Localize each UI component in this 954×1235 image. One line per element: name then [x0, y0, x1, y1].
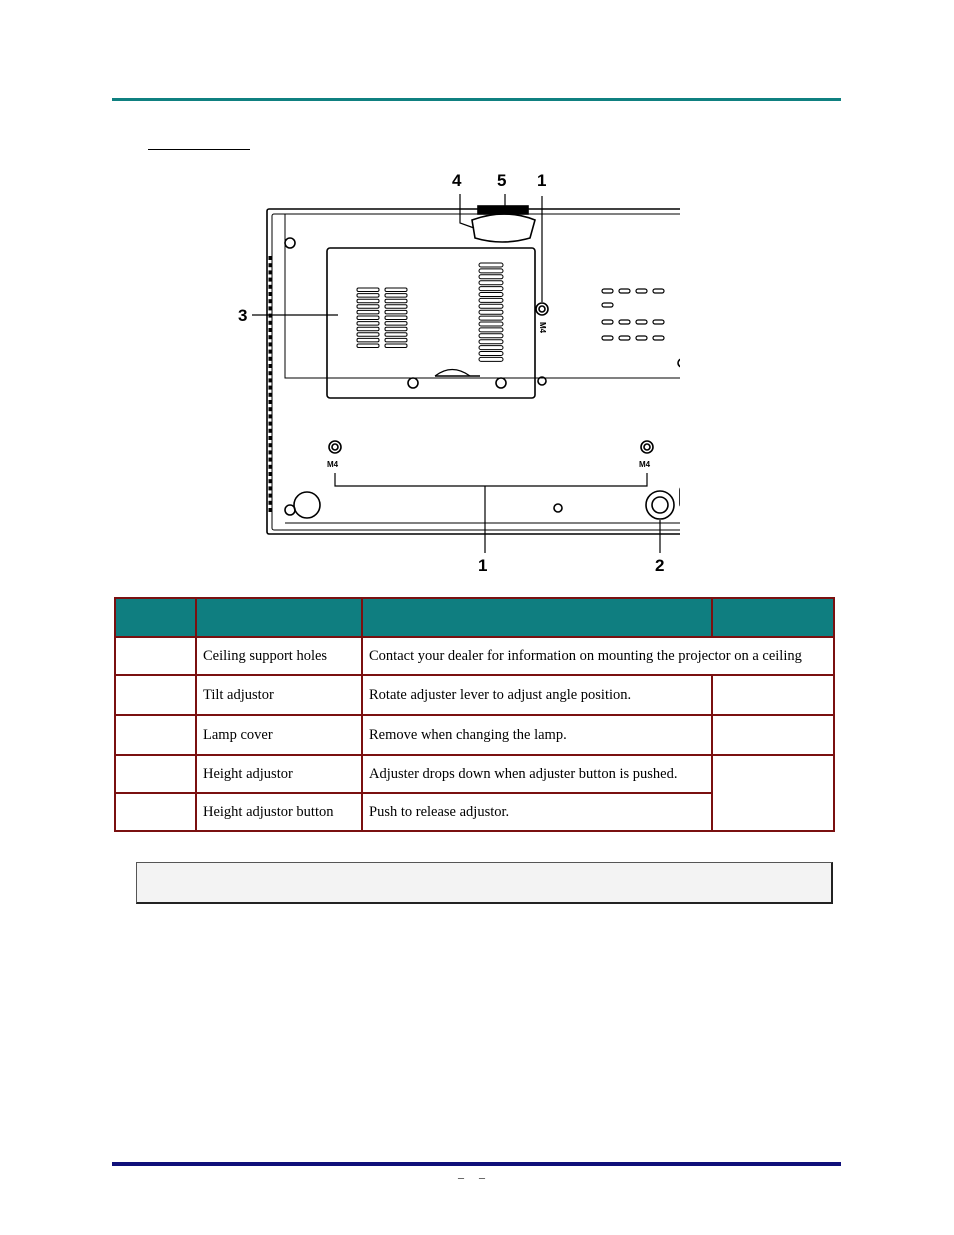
vent-slot [269, 263, 272, 267]
callout-4: 4 [452, 171, 462, 190]
vent-slot [269, 270, 272, 274]
keypad-slot [636, 320, 647, 324]
grille-slot [385, 344, 407, 348]
grille-slot [479, 298, 503, 302]
grille-slot [385, 333, 407, 337]
header-cell [362, 598, 712, 637]
projector-body-outline [267, 209, 680, 534]
grille-slot [479, 263, 503, 267]
grille-slot [479, 316, 503, 320]
item-cell [115, 715, 196, 755]
vent-slot [269, 256, 272, 260]
vent-slot [269, 472, 272, 476]
grille-slot [357, 338, 379, 342]
front-tilt-foot [472, 214, 535, 242]
vent-slot [269, 450, 272, 454]
keypad-slot [636, 336, 647, 340]
vent-slot [269, 357, 272, 361]
keypad-slot [602, 336, 613, 340]
screw-label-left: M4 [327, 460, 339, 469]
grille-slot [357, 322, 379, 326]
callout-2: 2 [655, 556, 665, 575]
vent-slot [269, 350, 272, 354]
grille-slot [385, 316, 407, 320]
vent-slot [269, 458, 272, 462]
grille-slot [357, 316, 379, 320]
grille-slot [385, 288, 407, 292]
description-cell: Tilt adjustor [196, 675, 362, 715]
reference-cell [712, 675, 834, 715]
detail-cell: Contact your dealer for information on mounting the projector on a ceiling [362, 637, 834, 675]
projector-bottom-diagram [230, 168, 680, 578]
vent-slot [269, 378, 272, 382]
vent-slot [269, 429, 272, 433]
grille-slot [479, 281, 503, 285]
reference-cell [712, 715, 834, 755]
keypad-slot [653, 336, 664, 340]
grille-slot [385, 299, 407, 303]
vent-slot [269, 321, 272, 325]
grille-slot [479, 310, 503, 314]
projector-bottom-view-figure [230, 168, 680, 578]
table-row [115, 715, 834, 755]
callout-1-top: 1 [537, 171, 547, 190]
description-cell: Ceiling support holes [196, 637, 362, 675]
vent-slot [269, 299, 272, 303]
table-row [115, 637, 834, 675]
vent-slot [269, 486, 272, 490]
grille-slot [357, 344, 379, 348]
vent-slot [269, 508, 272, 512]
keypad-slot [636, 289, 647, 293]
lamp-cover-outline [327, 248, 535, 398]
callout-1-bottom: 1 [478, 556, 488, 575]
vent-slot [269, 335, 272, 339]
detail-cell: Adjuster drops down when adjuster button is pushed. [362, 755, 712, 793]
header-cell [115, 598, 196, 637]
grille-slot [357, 327, 379, 331]
grille-slot [357, 294, 379, 298]
header-rule [112, 98, 841, 101]
detail-cell: Rotate adjuster lever to adjust angle position. [362, 675, 712, 715]
grille-slot [479, 322, 503, 326]
callout-5: 5 [497, 171, 507, 190]
grille-slot [385, 305, 407, 309]
vent-slot [269, 292, 272, 296]
ceiling-hole-top [536, 303, 548, 315]
grille-slot [479, 334, 503, 338]
ceiling-hole-right [641, 441, 653, 453]
vent-slot [269, 285, 272, 289]
keypad-slot [602, 320, 613, 324]
vent-slot [269, 407, 272, 411]
keypad-slot [619, 336, 630, 340]
vent-slot [269, 400, 272, 404]
keypad-slot [653, 320, 664, 324]
grille-slot [357, 333, 379, 337]
table-header-row [115, 598, 834, 637]
grille-slot [479, 269, 503, 273]
vent-slot [269, 494, 272, 498]
ceiling-hole-left [329, 441, 341, 453]
item-cell [115, 755, 196, 793]
detail-cell: Remove when changing the lamp. [362, 715, 712, 755]
vent-slot [269, 422, 272, 426]
grille-slot [357, 305, 379, 309]
grille-slot [479, 340, 503, 344]
grille-slot [479, 352, 503, 356]
description-cell: Height adjustor button [196, 793, 362, 831]
item-cell [115, 637, 196, 675]
table-row [115, 755, 834, 793]
grille-slot [357, 310, 379, 314]
vent-slot [269, 342, 272, 346]
table-row [115, 675, 834, 715]
grille-slot [479, 304, 503, 308]
parts-table [114, 597, 835, 832]
grille-slot [385, 327, 407, 331]
screw-label-top: M4 [538, 322, 547, 334]
header-cell [712, 598, 834, 637]
reference-cell [712, 755, 834, 831]
grille-slot [479, 293, 503, 297]
grille-slot [357, 288, 379, 292]
keypad-slot [619, 289, 630, 293]
vent-slot [269, 364, 272, 368]
grille-slot [385, 294, 407, 298]
vent-slot [269, 436, 272, 440]
detail-cell: Push to release adjustor. [362, 793, 712, 831]
height-adjustor-foot [646, 491, 674, 519]
vent-slot [269, 501, 272, 505]
section-heading-underline [148, 133, 250, 150]
grille-slot [479, 275, 503, 279]
grille-slot [479, 287, 503, 291]
footer-rule [112, 1162, 841, 1166]
page-number: – – [458, 1170, 491, 1184]
rear-foot-left [294, 492, 320, 518]
grille-slot [385, 322, 407, 326]
vent-slot [269, 278, 272, 282]
header-cell [196, 598, 362, 637]
grille-slot [357, 299, 379, 303]
vent-slot [269, 393, 272, 397]
vent-slot [269, 443, 272, 447]
grille-slot [479, 357, 503, 361]
vent-slot [269, 465, 272, 469]
keypad-slot [602, 289, 613, 293]
grille-slot [385, 310, 407, 314]
description-cell: Lamp cover [196, 715, 362, 755]
keypad-slot [602, 303, 613, 307]
vent-slot [269, 386, 272, 390]
vent-slot [269, 306, 272, 310]
vent-slot [269, 314, 272, 318]
grille-slot [479, 346, 503, 350]
callout-3: 3 [238, 306, 248, 325]
description-cell: Height adjustor [196, 755, 362, 793]
item-cell [115, 793, 196, 831]
vent-slot [269, 479, 272, 483]
grille-slot [479, 328, 503, 332]
note-box [136, 862, 833, 904]
keypad-slot [653, 289, 664, 293]
vent-slot [269, 414, 272, 418]
keypad-slot [619, 320, 630, 324]
grille-slot [385, 338, 407, 342]
vent-slot [269, 371, 272, 375]
vent-slot [269, 328, 272, 332]
item-cell [115, 675, 196, 715]
screw-label-right: M4 [639, 460, 651, 469]
